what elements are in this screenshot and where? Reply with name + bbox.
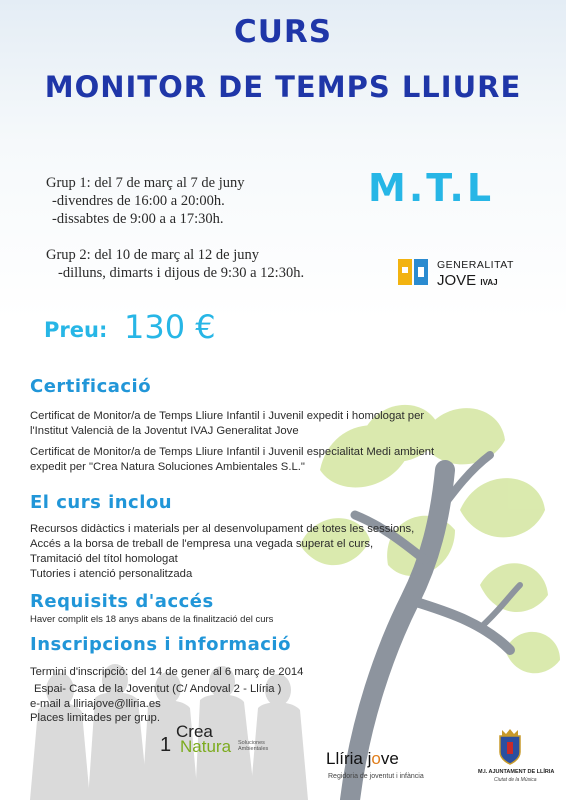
inscripcions-line4: Places limitades per grup. — [30, 712, 160, 724]
group2-title: Grup 2: del 10 de març al 12 de juny — [46, 247, 260, 263]
section-heading-requisits: Requisits d'accés — [30, 591, 214, 612]
price-label: Preu: — [44, 318, 108, 342]
list-item: Tramitació del títol homologat — [30, 553, 178, 565]
inscripcions-line2: Espai- Casa de la Joventut (C/ Andoval 2 - Llíria ) — [34, 683, 282, 695]
requisits-text: Haver complit els 18 anys abans de la finalització del curs — [30, 614, 274, 625]
group1-title: Grup 1: del 7 de març al 7 de juny — [46, 175, 245, 191]
title-curs: CURS — [233, 14, 333, 50]
jove-label: JOVE IVAJ — [437, 272, 498, 289]
inscripcions-email: e-mail a lliriajove@lliria.es — [30, 698, 161, 710]
lliria-jove-logo: Llíria jove — [326, 749, 399, 768]
crea-natura-tagline: Soluciones Ambientales — [238, 740, 269, 752]
inscripcions-line1: Termini d'inscripció: del 14 de gener al 6 març de 2014 — [30, 666, 304, 678]
ajuntament-subtitle: Ciutat de la Música — [494, 777, 537, 783]
lliria-jove-subtitle: Regidoria de joventut i infància — [328, 773, 424, 780]
generalitat-label: GENERALITAT — [437, 259, 514, 271]
group1-line2: -dissabtes de 9:00 a a 17:30h. — [52, 211, 224, 227]
title-monitor: MONITOR DE TEMPS LLIURE — [44, 70, 522, 104]
price-value: 130 € — [124, 308, 216, 346]
ivaj-label: IVAJ — [480, 278, 498, 287]
group1-line1: -divendres de 16:00 a 20:00h. — [52, 193, 225, 209]
section-heading-inscripcions: Inscripcions i informació — [30, 634, 291, 655]
cert-para1-line1: Certificat de Monitor/a de Temps Lliure Infantil i Juvenil expedit i homologat per — [30, 410, 425, 422]
tree-branch — [410, 600, 510, 650]
ajuntament-crest-icon — [496, 728, 524, 766]
list-item: Recursos didàctics i materials per al desenvolupament de totes les sessions, — [30, 523, 415, 535]
section-heading-curs-inclou: El curs inclou — [30, 492, 173, 513]
list-item: Accés a la borsa de treball de l'empresa una vegada superat el curs, — [30, 538, 374, 550]
list-item: Tutories i atenció personalitzada — [30, 568, 193, 580]
generalitat-logo-icon — [398, 257, 432, 289]
section-heading-certificacio: Certificació — [30, 376, 152, 397]
cert-para2-line1: Certificat de Monitor/a de Temps Lliure Infantil i Juvenil especialitat Medi ambient — [30, 446, 435, 458]
cert-para1-line2: l'Institut Valencià de la Joventut IVAJ Generalitat Jove — [30, 425, 299, 437]
group2-line1: -dilluns, dimarts i dijous de 9:30 a 12:30h. — [58, 265, 305, 281]
crea-natura-word2: Natura — [180, 737, 232, 756]
mtl-badge: M.T.L — [368, 166, 495, 210]
ajuntament-label: M.I. AJUNTAMENT DE LLÍRIA — [478, 769, 555, 775]
leaf — [460, 478, 545, 537]
lliria-jove-accent: o — [371, 749, 381, 768]
crea-natura-number: 1 — [160, 734, 172, 756]
cert-para2-line2: expedit per "Crea Natura Soluciones Ambientales S.L." — [30, 461, 305, 473]
crea-natura-word1: Crea — [176, 722, 213, 741]
